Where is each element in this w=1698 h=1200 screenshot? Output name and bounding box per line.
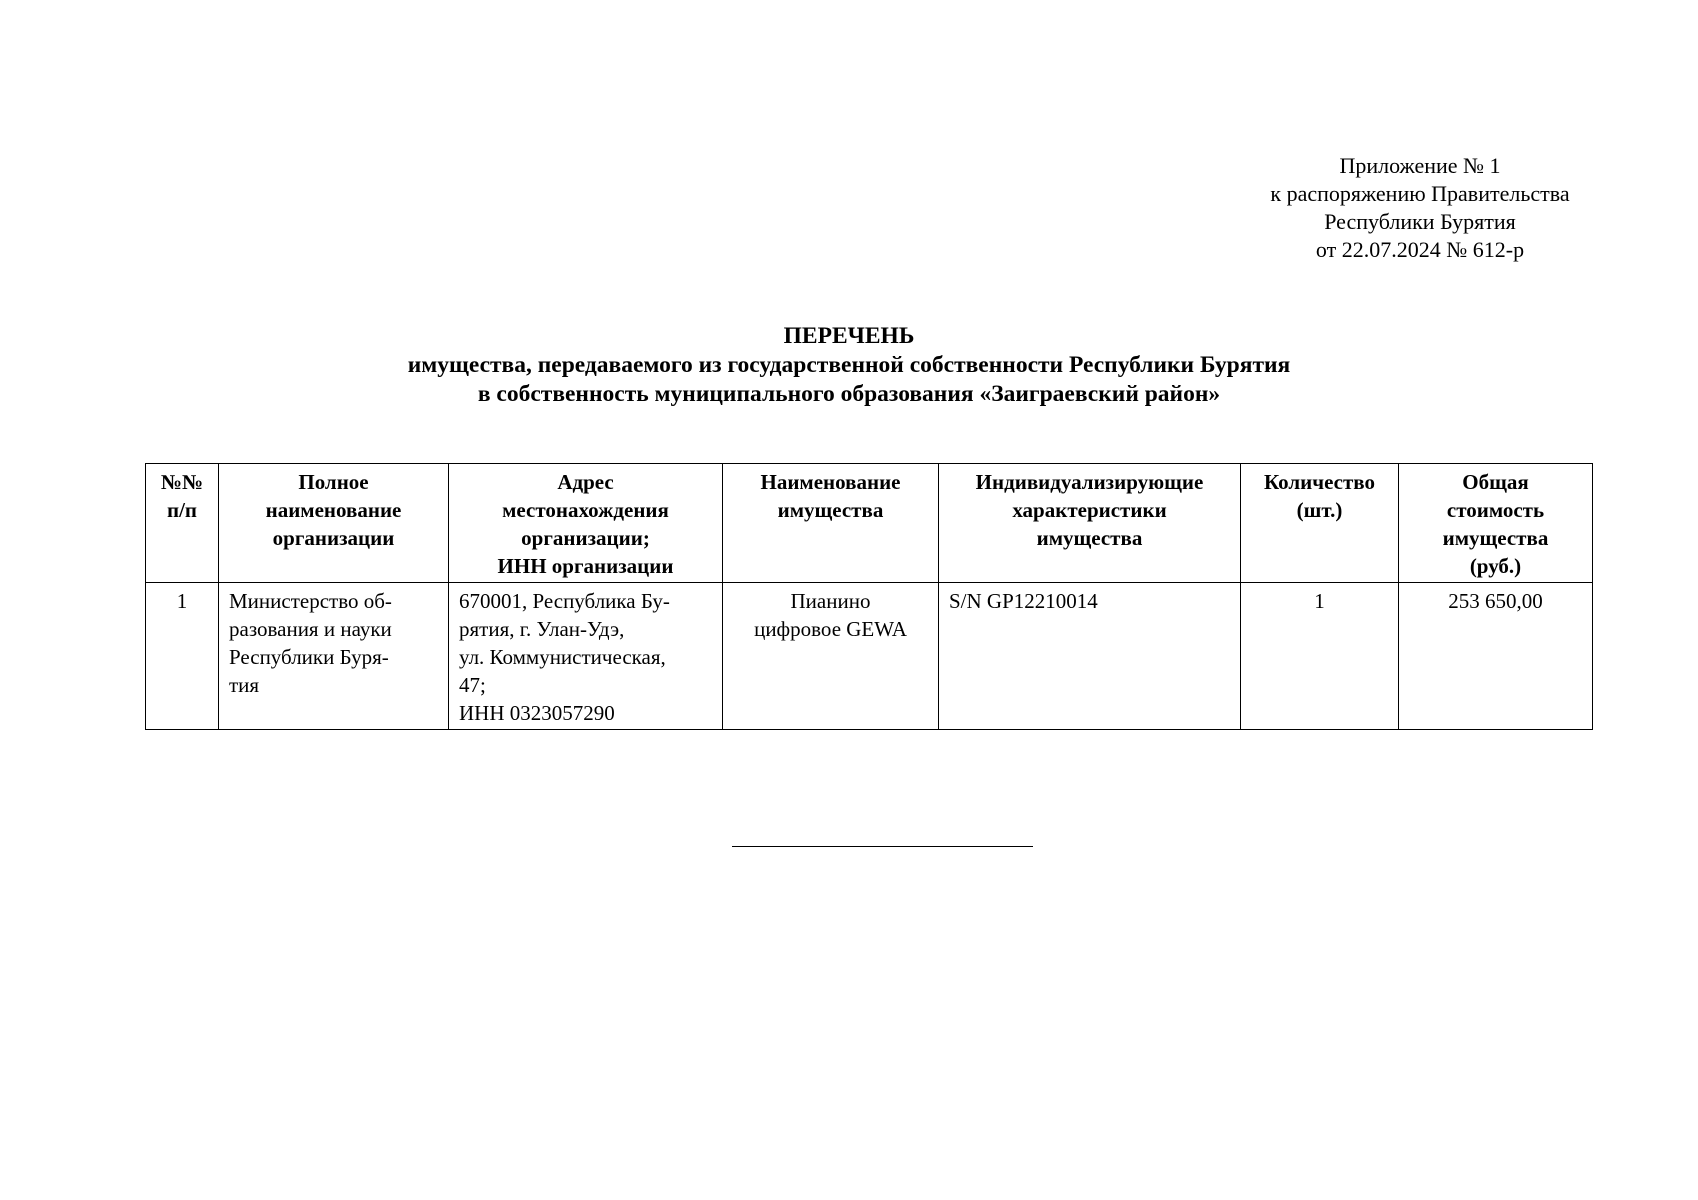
cell-number: 1	[146, 583, 219, 730]
cell-characteristics: S/N GP12210014	[939, 583, 1241, 730]
header-characteristics: Индивидуализирующие характеристики имущества	[939, 464, 1241, 583]
title-subtitle-line2: в собственность муниципального образования «Заиграевский район»	[477, 381, 1221, 407]
cell-quantity: 1	[1241, 583, 1399, 730]
appendix-order-ref: к распоряжению Правительства	[1270, 181, 1570, 206]
appendix-government: Республики Бурятия	[1324, 209, 1516, 234]
header-number: №№ п/п	[146, 464, 219, 583]
title-subtitle-line1: имущества, передаваемого из государственной собственности Республики Бурятия	[407, 352, 1291, 378]
header-total-cost: Общая стоимость имущества (руб.)	[1399, 464, 1593, 583]
header-quantity: Количество (шт.)	[1241, 464, 1399, 583]
table-header-row	[146, 464, 1593, 583]
header-property-name: Наименование имущества	[723, 464, 939, 583]
title-main: ПЕРЕЧЕНЬ	[783, 323, 915, 349]
document-title	[0, 322, 1698, 409]
appendix-date: от 22.07.2024 № 612-р	[1315, 237, 1525, 262]
appendix-header	[1240, 152, 1600, 264]
closing-line-divider	[732, 846, 1033, 847]
cell-total-cost: 253 650,00	[1399, 583, 1593, 730]
appendix-number: Приложение № 1	[1339, 153, 1501, 178]
header-address: Адрес местонахождения организации; ИНН организации	[449, 464, 723, 583]
property-table	[145, 463, 1593, 730]
cell-property-name: Пианино цифровое GEWA	[723, 583, 939, 730]
header-organization: Полное наименование организации	[219, 464, 449, 583]
cell-address: 670001, Республика Бу- рятия, г. Улан-Удэ, ул. Коммунистическая, 47; ИНН 0323057290	[449, 583, 723, 730]
table-row	[146, 583, 1593, 730]
cell-organization: Министерство об- разования и науки Республики Буря- тия	[219, 583, 449, 730]
